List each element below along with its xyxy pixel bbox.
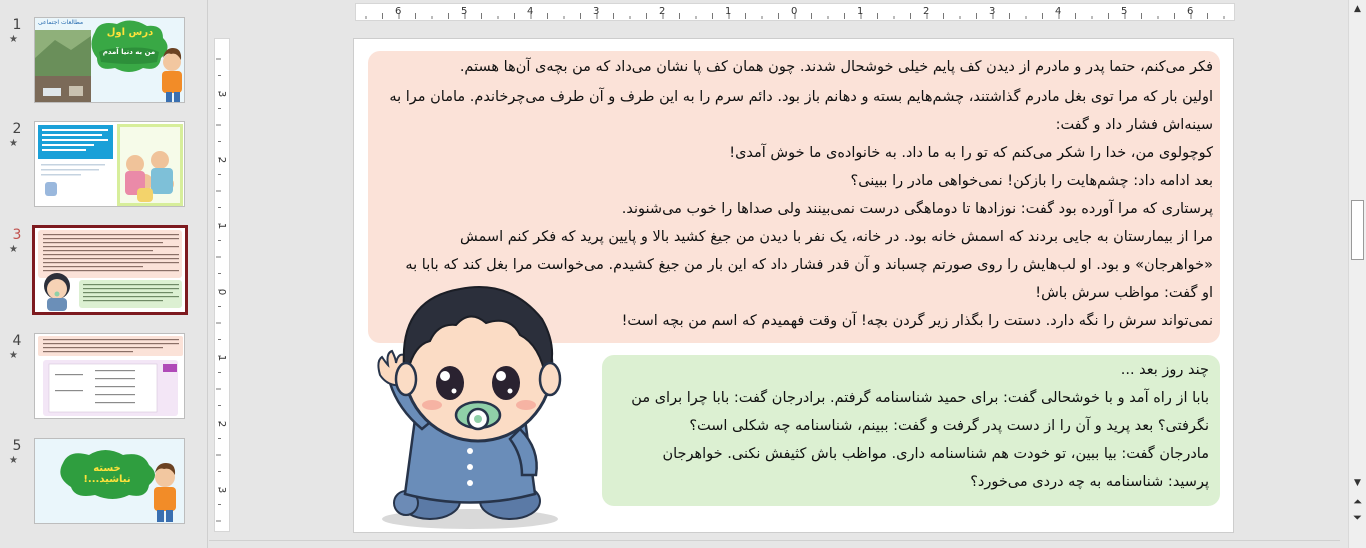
slide-4-art — [35, 334, 185, 419]
ruler-label: 1 — [216, 354, 228, 362]
previous-slide-button[interactable]: ⏶ — [1353, 495, 1362, 508]
slide-preview[interactable] — [34, 17, 185, 103]
animation-star-icon: ★ — [9, 138, 18, 149]
scroll-up-button[interactable]: ▲ — [1354, 4, 1361, 14]
vertical-ruler[interactable] — [214, 38, 230, 532]
slide-thumbnail-pane — [0, 0, 208, 548]
slide-canvas[interactable] — [353, 38, 1234, 533]
slide-number: 1 — [12, 17, 22, 33]
animation-star-icon: ★ — [9, 34, 18, 45]
ruler-label: 3 — [989, 6, 996, 17]
ruler-label: 2 — [216, 156, 228, 164]
ruler-label: 1 — [857, 6, 864, 17]
story-line: کوچولوی من، خدا را شکر می‌کنم که تو را به ما داد. به خانواده‌ی ما خوش آمدی! — [729, 145, 1213, 161]
next-slide-button[interactable]: ⏷ — [1353, 511, 1362, 524]
slide-thumbnail-3[interactable] — [0, 227, 208, 323]
story-line: پرستاری که مرا آورده بود گفت: نوزادها تا دوماهگی درست نمی‌بینند ولی صداها را خوب می‌شنوند. — [621, 201, 1213, 217]
story-line: چند روز بعد ... — [1120, 362, 1209, 378]
ruler-label: 6 — [395, 6, 402, 17]
slide-preview[interactable] — [34, 438, 185, 524]
animation-star-icon: ★ — [9, 350, 18, 361]
scrollbar-thumb[interactable] — [1351, 200, 1364, 260]
slide-preview[interactable] — [34, 121, 185, 207]
slide-1-subtitle: من به دنیا آمدم — [102, 48, 156, 56]
ruler-label: 1 — [216, 222, 228, 230]
story-line: سینه‌اش فشار داد و گفت: — [1055, 117, 1213, 133]
story-line: او گفت: مواظب سرش باش! — [1035, 285, 1213, 301]
ruler-label: 2 — [923, 6, 930, 17]
story-line: بابا از راه آمد و با خوشحالی گفت: برای حمید شناسنامه گرفتم. برادرجان گفت: بابا چرا برای من — [631, 390, 1209, 406]
story-line: «خواهرجان» و بود. او لب‌هایش را روی صورتم چسباند و آن قدر فشار داد که این بار من جیغ کشیدم. می‌خواست مرا بغل کند که بابا به — [405, 257, 1213, 273]
scroll-down-button[interactable]: ▼ — [1354, 478, 1361, 488]
vertical-scrollbar[interactable] — [1348, 0, 1366, 548]
ruler-label: 6 — [1187, 6, 1194, 17]
ruler-label: 3 — [216, 90, 228, 98]
bottom-edge — [209, 540, 1340, 548]
slide-number: 5 — [12, 438, 22, 454]
slide-5-title: خسته نباشید...! — [83, 463, 131, 485]
ruler-label: 0 — [791, 6, 798, 17]
slide-1-title: درس اول — [106, 27, 154, 38]
slide-3-art — [35, 228, 185, 312]
ruler-label: 4 — [527, 6, 534, 17]
baby-illustration — [360, 279, 600, 531]
ruler-label: 4 — [1055, 6, 1062, 17]
ruler-label: 3 — [216, 486, 228, 494]
ruler-label: 5 — [1121, 6, 1128, 17]
story-line: اولین بار که مرا توی بغل مادرم گذاشتند، چشم‌هایم بسته و دهانم باز بود. دائم سرم را به این طرف و آن طرف می‌چرخاندم. مامان مرا به — [389, 89, 1213, 105]
slide-thumbnail-5[interactable] — [0, 438, 208, 534]
animation-star-icon: ★ — [9, 244, 18, 255]
story-line: نگرفتی؟ بعد پرید و آن را از دست پدر گرفت و گفت: ببینم، شناسنامه چه شکلی است؟ — [689, 418, 1209, 434]
ruler-label: 3 — [593, 6, 600, 17]
slide-preview-selected[interactable] — [32, 225, 188, 315]
slide-2-art — [35, 122, 185, 207]
ruler-label: 2 — [659, 6, 666, 17]
ruler-ticks — [215, 39, 229, 531]
ruler-label: 0 — [216, 288, 228, 296]
slide-preview[interactable] — [34, 333, 185, 419]
ruler-label: 2 — [216, 420, 228, 428]
slide-number: 2 — [12, 121, 22, 137]
story-line: مادرجان گفت: بیا ببین، تو خودت هم شناسنامه داری. مواظب باش کثیفش نکنی. خواهرجان — [662, 446, 1209, 462]
slide-thumbnail-2[interactable] — [0, 121, 208, 217]
story-line: پرسید: شناسنامه به چه دردی می‌خورد؟ — [970, 474, 1209, 490]
slide-1-header: مطالعات اجتماعی — [38, 19, 84, 26]
slide-number: 3 — [12, 227, 22, 243]
story-line: بعد ادامه داد: چشم‌هایت را بازکن! نمی‌خواهی مادر را ببینی؟ — [850, 173, 1213, 189]
ruler-label: 1 — [725, 6, 732, 17]
slide-number: 4 — [12, 333, 22, 349]
animation-star-icon: ★ — [9, 455, 18, 466]
story-line: نمی‌تواند سرش را نگه دارد. دستت را بگذار زیر گردن بچه! آن وقت فهمیدم که اسم من بچه است! — [621, 313, 1213, 329]
slide-thumbnail-1[interactable] — [0, 17, 208, 113]
story-line: مرا از بیمارستان به جایی بردند که اسمش خانه بود. در خانه، یک نفر با دیدن من جیغ کشید بالا و پایین پرید که فکر کنم اسمش — [460, 229, 1213, 245]
ruler-label: 5 — [461, 6, 468, 17]
slide-thumbnail-4[interactable] — [0, 333, 208, 429]
story-line: فکر می‌کنم، حتما پدر و مادرم از دیدن کف پایم خیلی خوشحال شدند. چون همان کف پا نشان می‌داد که من بچه‌ی آن‌ها هستم. — [459, 59, 1213, 75]
horizontal-ruler[interactable] — [355, 3, 1235, 21]
